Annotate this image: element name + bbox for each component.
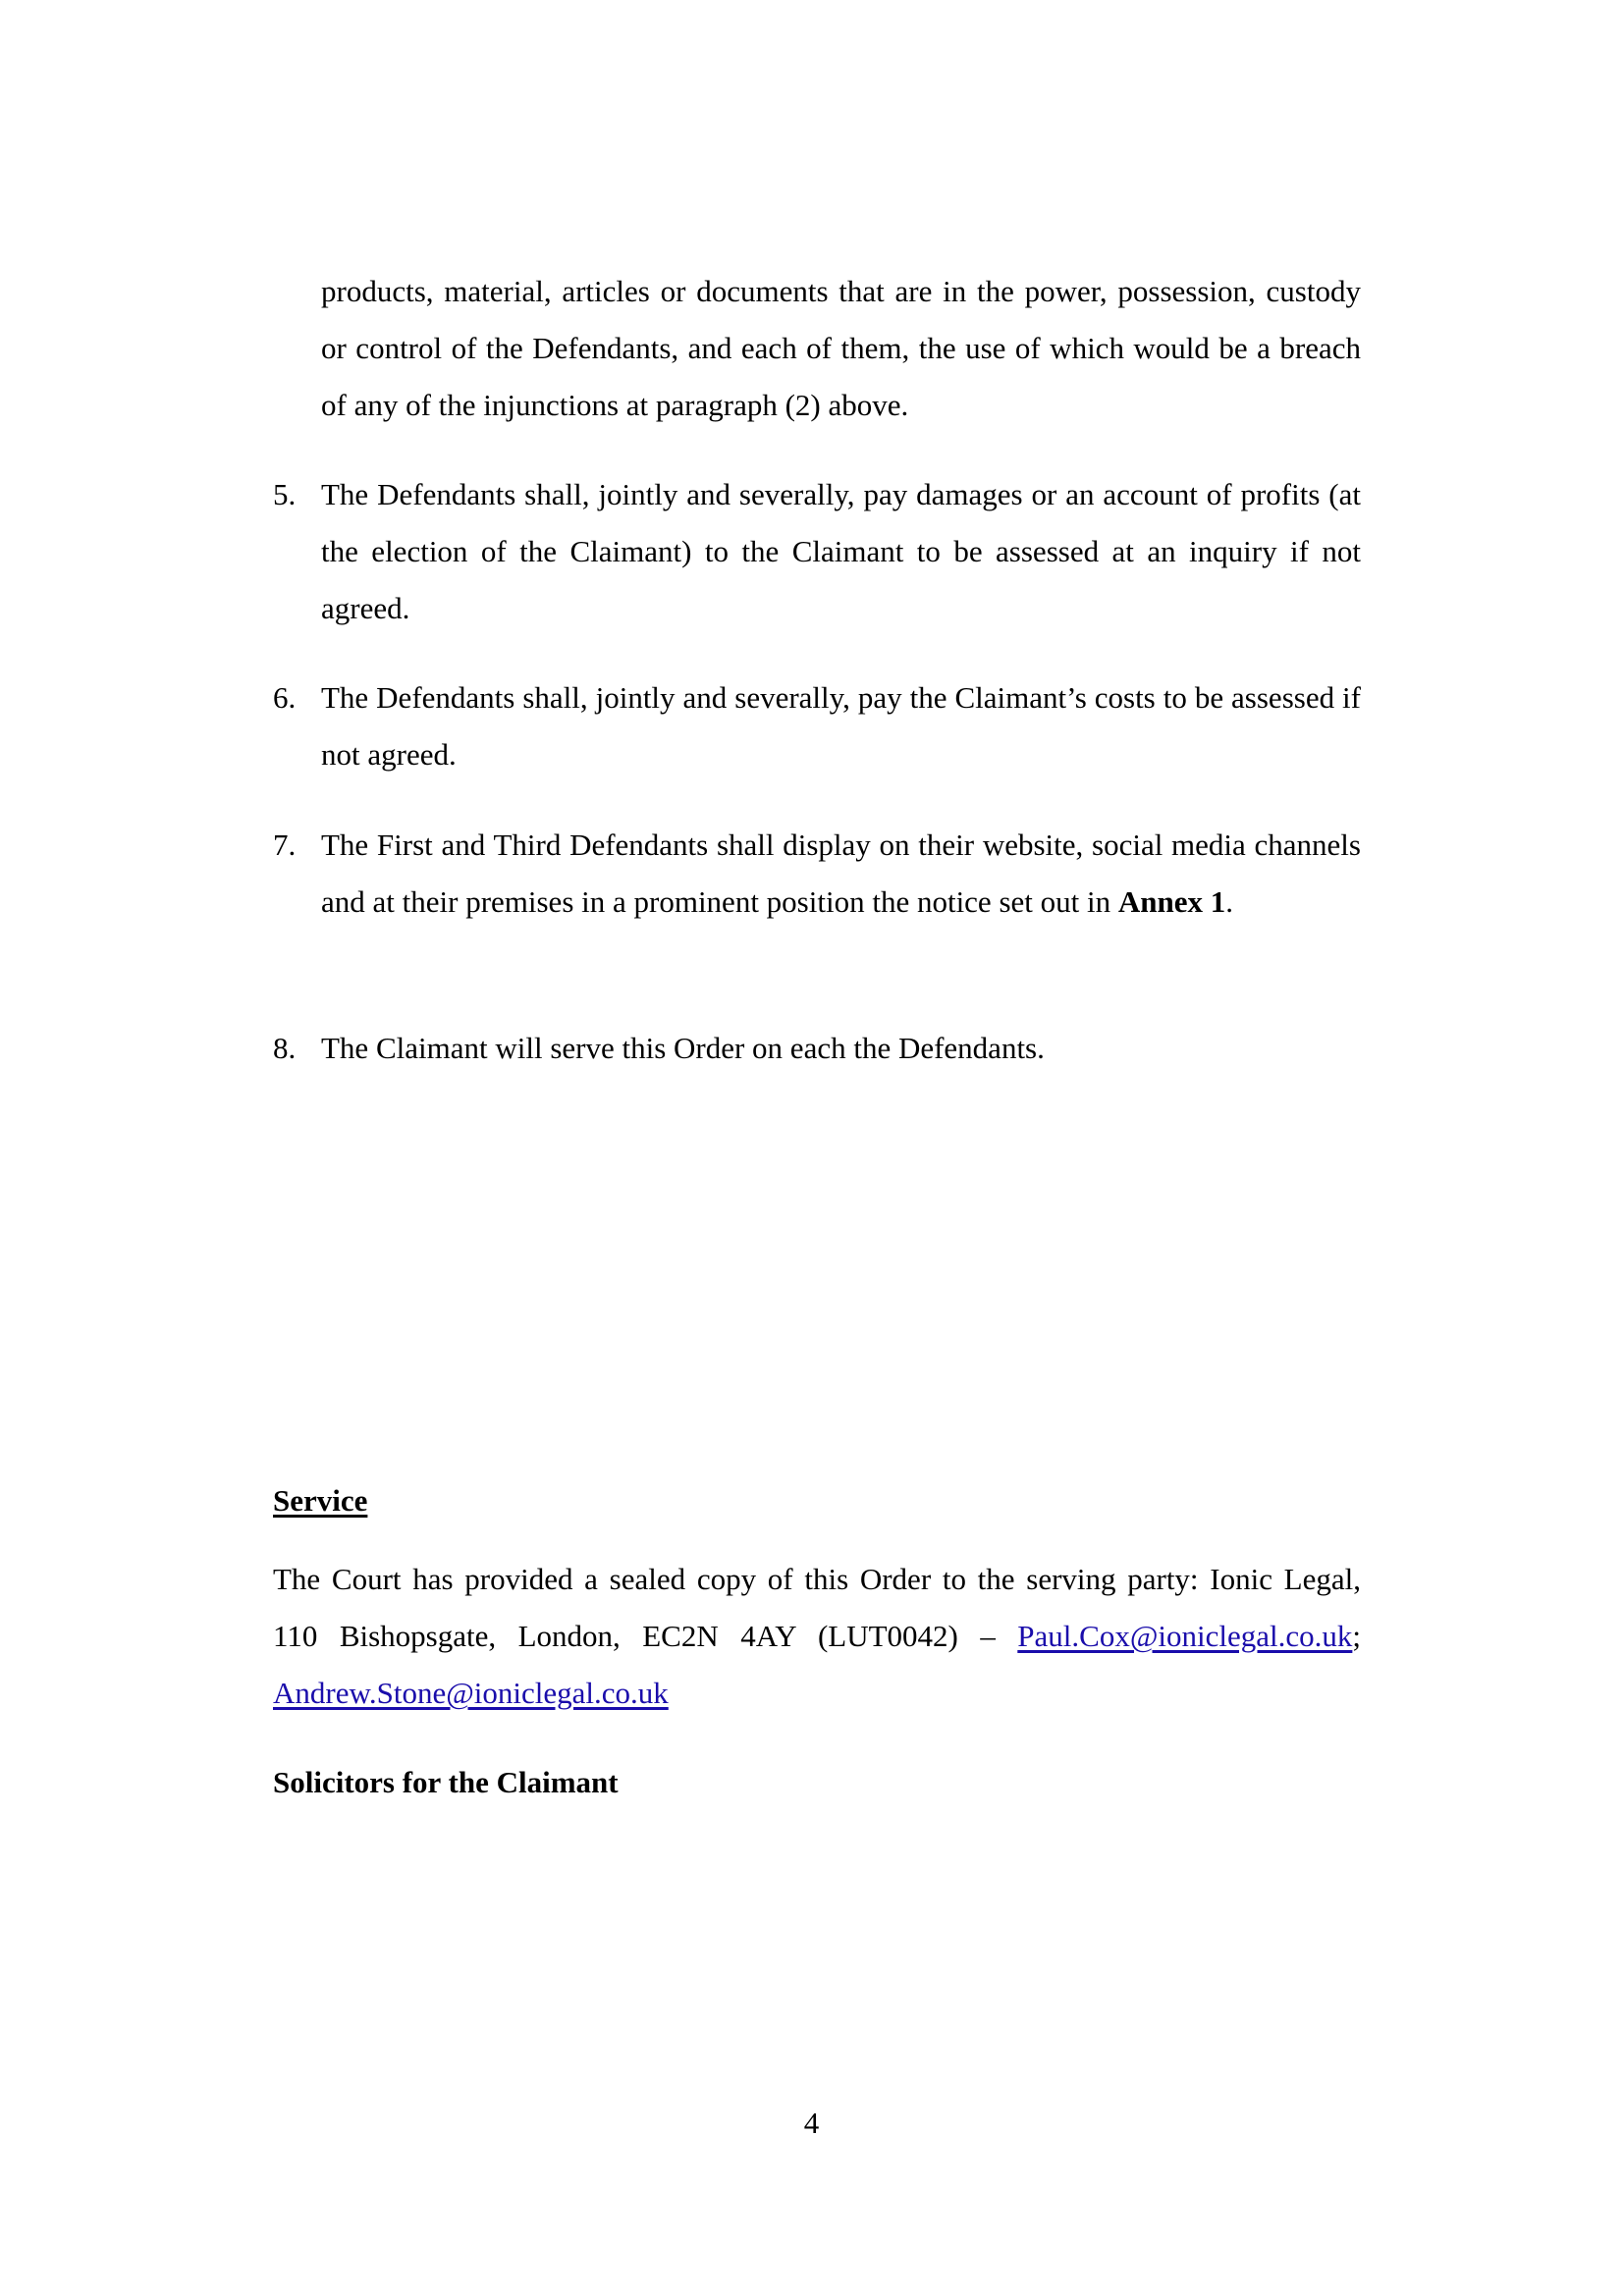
annex-reference: Annex 1 — [1117, 884, 1226, 919]
separator: ; — [1352, 1619, 1361, 1653]
list-item-5 — [273, 466, 1361, 637]
service-heading: Service — [273, 1483, 368, 1518]
solicitors-label: Solicitors for the Claimant — [273, 1765, 619, 1799]
email-link-andrew-stone[interactable]: Andrew.Stone@ioniclegal.co.uk — [273, 1676, 669, 1710]
item-text: The Claimant will serve this Order on each the Defendants. — [321, 1031, 1045, 1065]
service-line-1: The Court has provided a sealed copy of this Order to the serving party: Ionic Legal, — [273, 1562, 1361, 1596]
list-item-6 — [273, 669, 1361, 783]
item-number: 5. — [273, 477, 297, 511]
continuation-paragraph: products, material, articles or documents that are in the power, possession, custody or control of the Defendants, and each of them, the use of which would be a breach of any of the injunctions at paragraph (2) above. — [321, 274, 1361, 422]
list-item-8 — [273, 1020, 1361, 1077]
item-text: The Defendants shall, jointly and severally, pay damages or an account of profits (at the election of the Claimant) to the Claimant to be assessed at an inquiry if not agreed. — [321, 477, 1361, 625]
item-text — [321, 817, 1361, 931]
item-text-end: . — [1225, 884, 1233, 919]
item-text: The Defendants shall, jointly and severally, pay the Claimant’s costs to be assessed if not agreed. — [321, 680, 1361, 772]
item-text-main: The First and Third Defendants shall display on their website, social media channels and at their premises in a prominent position the notice set out in — [321, 828, 1361, 919]
page-number: 4 — [803, 2106, 820, 2140]
service-address: 110 Bishopsgate, London, EC2N 4AY (LUT0042) – — [273, 1619, 996, 1653]
item-number: 6. — [273, 680, 297, 715]
service-line-3 — [273, 1665, 1361, 1722]
service-line-2 — [273, 1608, 1361, 1665]
list-item-7 — [273, 817, 1361, 931]
service-paragraph — [273, 1551, 1361, 1722]
item-number: 8. — [273, 1031, 297, 1065]
item-number: 7. — [273, 828, 297, 862]
email-link-paul-cox[interactable]: Paul.Cox@ioniclegal.co.uk — [1017, 1619, 1353, 1653]
